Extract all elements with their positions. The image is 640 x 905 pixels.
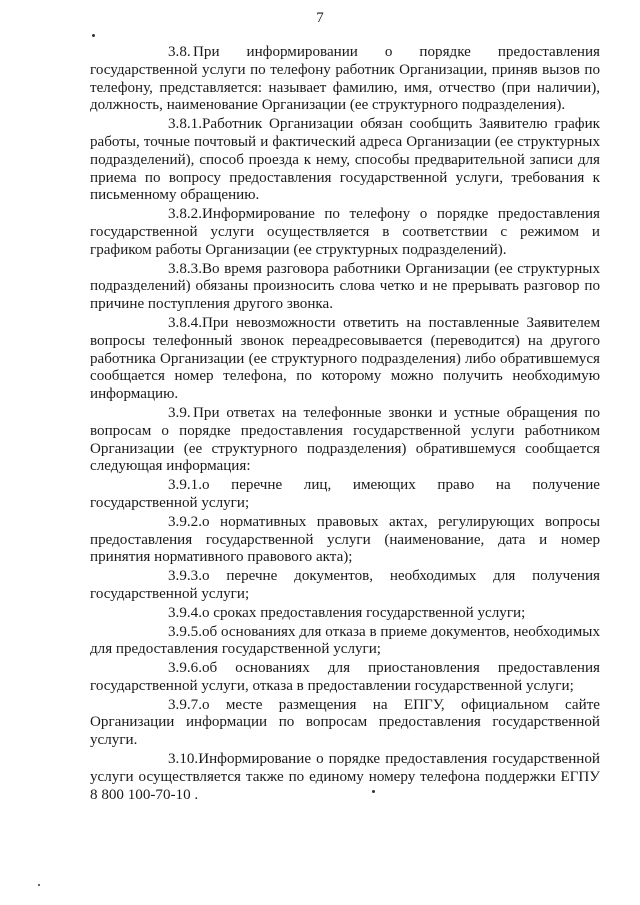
- paragraph-3-9-3: [90, 568, 600, 604]
- paragraph-number: 3.9.7.: [168, 696, 202, 713]
- paragraph-number: 3.8.2.: [168, 206, 202, 223]
- paragraph-3-9-6: [90, 660, 600, 696]
- paragraph-number: 3.9.3.: [168, 568, 202, 585]
- paragraph-text: о перечне лиц, имеющих право на получение государственной услуги;: [90, 477, 600, 511]
- paragraph-text: При информировании о порядке предоставления государственной услуги по телефону работник Организации, приняв вызов по телефону, представляется: называет фамилию, имя, отчество (при наличии), должность, наименование Организации (ее структурного подразделения).: [90, 44, 600, 114]
- paragraph-text: о нормативных правовых актах, регулирующих вопросы предоставления государственной услуги (наименование, дата и номер принятия нормативного правового акта);: [90, 513, 600, 566]
- page-number: 7: [316, 10, 324, 26]
- paragraph-3-8-2: [90, 206, 600, 259]
- paragraph-3-9-7: [90, 697, 600, 750]
- paragraph-text: При невозможности ответить на поставленные Заявителем вопросы телефонный звонок переадресовывается (переводится) на другого работника Организации (ее структурного подразделения) либо обратившемуся сообщается номер телефона, по которому можно получить необходимую информацию.: [90, 314, 600, 403]
- paragraph-number: 3.8.4.: [168, 314, 202, 331]
- paragraph-number: 3.9.1.: [168, 477, 202, 494]
- paragraph-text: Работник Организации обязан сообщить Заявителю график работы, точные почтовый и фактический адреса Организации (ее структурных подразделений), способ проезда к нему, способы предварительной записи для приема по вопросу предоставления государственной услуги, требования к письменному обращению.: [90, 116, 600, 204]
- paragraph-3-9-2: [90, 514, 600, 567]
- paragraph-3-8-1: [90, 116, 600, 205]
- paragraph-number: 3.9.6.: [168, 660, 202, 677]
- paragraph-text: При ответах на телефонные звонки и устные обращения по вопросам о порядке предоставления государственной услуги работником Организации (ее структурного подразделения) обратившемуся сообщается следующая информация:: [90, 404, 600, 475]
- paragraph-text: о сроках предоставления государственной услуги;: [201, 604, 526, 621]
- paragraph-3-9-5: [90, 624, 600, 660]
- paragraph-text: Информирование о порядке предоставления государственной услуги осуществляется также по единому номеру телефона поддержки ЕГПУ 8 800 100-70-10 .: [90, 751, 600, 803]
- document-body: [90, 44, 600, 805]
- paragraph-text: об основаниях для приостановления предоставления государственной услуги, отказа в предоставлении государственной услуги;: [90, 660, 600, 694]
- paragraph-number: 3.9.2.: [168, 513, 202, 530]
- paragraph-number: 3.8.3.: [168, 260, 202, 277]
- paragraph-number: 3.9.4.: [168, 604, 202, 621]
- paragraph-text: Во время разговора работники Организации (ее структурных подразделений) обязаны произносить слова четко и не прерывать разговор по причине поступления другого звонка.: [90, 260, 600, 313]
- paragraph-number: 3.10.: [168, 751, 199, 768]
- paragraph-number: 3.9.: [168, 404, 191, 421]
- paragraph-text: об основаниях для отказа в приеме документов, необходимых для предоставления государственной услуги;: [90, 623, 600, 658]
- scan-speck: [372, 790, 375, 793]
- paragraph-3-8-4: [90, 315, 600, 404]
- paragraph-text: Информирование по телефону о порядке предоставления государственной услуги осуществляется в соответствии с режимом и графиком работы Организации (ее структурных подразделений).: [90, 206, 600, 258]
- paragraph-3-9: [90, 405, 600, 476]
- paragraph-3-9-4: [90, 605, 600, 623]
- paragraph-number: 3.9.5.: [168, 623, 202, 640]
- paragraph-3-9-1: [90, 477, 600, 513]
- paragraph-number: 3.8.1.: [168, 116, 202, 133]
- paragraph-3-8: [90, 44, 600, 115]
- paragraph-3-10: [90, 751, 600, 804]
- paragraph-text: о месте размещения на ЕПГУ, официальном сайте Организации информации по вопросам предоставления государственной услуги.: [90, 696, 600, 749]
- paragraph-number: 3.8.: [168, 44, 191, 60]
- paragraph-3-8-3: [90, 261, 600, 314]
- scan-speck: [92, 34, 95, 37]
- scan-speck: [38, 884, 40, 886]
- paragraph-text: о перечне документов, необходимых для получения государственной услуги;: [90, 568, 600, 602]
